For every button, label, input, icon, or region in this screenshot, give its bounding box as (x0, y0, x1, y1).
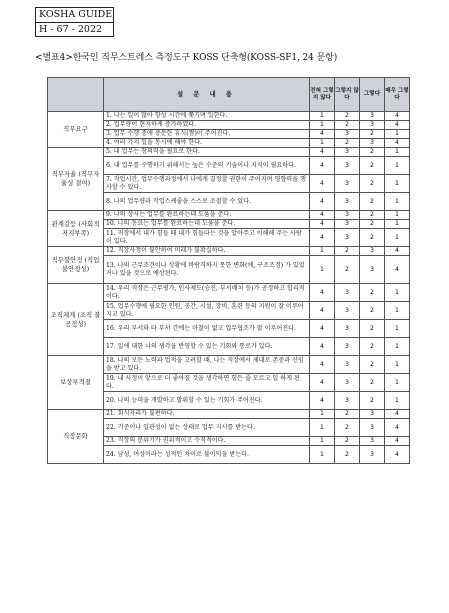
score-cell: 3 (360, 121, 385, 130)
item-text: 11. 직장에서 내가 힘들 때 내가 힘들다는 것을 알아주고 이해해 주는 사람이 있다. (104, 229, 310, 247)
score-cell: 3 (335, 302, 360, 320)
score-cell: 1 (385, 284, 410, 302)
item-text: 21. 회식자리가 불편하다. (104, 410, 310, 419)
score-cell: 4 (310, 338, 335, 356)
score-cell: 2 (360, 284, 385, 302)
score-cell: 4 (310, 284, 335, 302)
score-cell: 4 (310, 229, 335, 247)
item-text: 1. 나는 일이 많아 항상 시간에 쫓기며 일한다. (104, 112, 310, 121)
score-cell: 2 (360, 356, 385, 374)
score-cell: 2 (360, 211, 385, 220)
score-cell: 4 (310, 392, 335, 410)
table-row (48, 284, 410, 302)
score-cell: 1 (310, 446, 335, 464)
guide-code: H - 67 - 2022 (36, 22, 113, 36)
score-cell: 1 (310, 410, 335, 419)
score-cell: 3 (335, 148, 360, 157)
score-cell: 4 (310, 157, 335, 175)
score-cell: 2 (360, 338, 385, 356)
survey-body (48, 112, 410, 464)
score-cell: 1 (385, 157, 410, 175)
score-cell: 3 (360, 437, 385, 446)
item-text: 4. 여러 가지 일을 동시에 해야 한다. (104, 139, 310, 148)
score-cell: 4 (310, 220, 335, 229)
score-cell: 1 (385, 374, 410, 392)
option-header: 그렇다 (360, 78, 385, 112)
score-cell: 3 (335, 284, 360, 302)
item-text: 7. 작업시간, 업무수행과정에서 나에게 결정할 권한이 주어지며 영향력을 행사할 수 있다. (104, 175, 310, 193)
score-cell: 2 (360, 130, 385, 139)
score-cell: 3 (335, 175, 360, 193)
score-cell: 2 (335, 247, 360, 256)
item-text: 9. 나의 상사는 업무를 완료하는데 도움을 준다. (104, 211, 310, 220)
score-cell: 4 (310, 148, 335, 157)
score-cell: 4 (385, 419, 410, 437)
score-cell: 1 (385, 320, 410, 338)
item-text: 19. 내 사정이 앞으로 더 좋아질 것을 생각하면 힘든 줄 모르고 일 하게 된다. (104, 374, 310, 392)
score-cell: 3 (360, 139, 385, 148)
guide-title: KOSHA GUIDE (39, 9, 113, 20)
table-caption: <별표4>한국인 직무스트레스 측정도구 KOSS 단축형(KOSS-SF1, 24 문항) (35, 53, 338, 63)
item-text: 6. 내 업무를 수행하기 위해서는 높은 수준의 기술이나 지식이 필요하다. (104, 157, 310, 175)
score-cell: 2 (360, 148, 385, 157)
score-cell: 2 (360, 157, 385, 175)
score-cell: 3 (335, 130, 360, 139)
score-cell: 3 (335, 320, 360, 338)
score-cell: 3 (360, 419, 385, 437)
score-cell: 2 (335, 419, 360, 437)
score-cell: 1 (385, 356, 410, 374)
score-cell: 1 (310, 437, 335, 446)
category-cell: 직무불안정 (직업불안정성) (48, 247, 104, 284)
score-cell: 2 (335, 410, 360, 419)
score-cell: 4 (385, 112, 410, 121)
score-cell: 4 (310, 211, 335, 220)
score-cell: 1 (385, 302, 410, 320)
score-cell: 3 (335, 157, 360, 175)
score-cell: 1 (385, 130, 410, 139)
score-cell: 2 (335, 446, 360, 464)
score-cell: 1 (385, 193, 410, 211)
survey-table (47, 77, 410, 464)
item-text: 13. 나의 근무조건이나 상황에 바람직하지 못한 변화(예, 구조조정) 가 있었거나 있을 것으로 예상된다. (104, 256, 310, 284)
table-row (48, 211, 410, 220)
score-cell: 2 (335, 437, 360, 446)
score-cell: 4 (385, 256, 410, 284)
category-cell: 직무요구 (48, 112, 104, 148)
score-cell: 3 (335, 220, 360, 229)
item-text: 16. 우리 부서와 타 부서 간에는 마찰이 없고 업무협조가 잘 이루어진다. (104, 320, 310, 338)
score-cell: 3 (335, 374, 360, 392)
score-cell: 2 (360, 229, 385, 247)
item-text: 15. 업무수행에 필요한 인원, 공간, 시설, 장비, 훈련 등의 지원이 잘 이루어지고 있다. (104, 302, 310, 320)
score-cell: 3 (335, 338, 360, 356)
score-cell: 3 (360, 410, 385, 419)
score-cell: 4 (385, 121, 410, 130)
score-cell: 4 (310, 374, 335, 392)
score-cell: 1 (385, 211, 410, 220)
score-cell: 4 (385, 437, 410, 446)
score-cell: 1 (310, 419, 335, 437)
score-cell: 1 (310, 256, 335, 284)
option-header: 매우 그렇다 (385, 78, 410, 112)
table-row (48, 356, 410, 374)
score-cell: 1 (385, 220, 410, 229)
item-text: 22. 기준이나 일관성이 없는 상태로 업무 지시를 받는다. (104, 419, 310, 437)
score-cell: 3 (335, 193, 360, 211)
item-text: 18. 나의 모든 노력과 업적을 고려할 때, 나는 직장에서 제대로 존중과 신임을 받고 있다. (104, 356, 310, 374)
category-cell: 보상부적절 (48, 356, 104, 410)
table-header-row (48, 78, 410, 112)
item-text: 2. 업무량이 현저하게 증가하였다. (104, 121, 310, 130)
item-text: 17. 일에 대한 나의 생각을 반영할 수 있는 기회와 통로가 있다. (104, 338, 310, 356)
score-cell: 1 (310, 247, 335, 256)
score-cell: 2 (335, 256, 360, 284)
score-cell: 1 (385, 175, 410, 193)
score-cell: 3 (360, 446, 385, 464)
score-cell: 3 (335, 211, 360, 220)
item-text: 8. 나의 업무량과 작업스케줄을 스스로 조절할 수 있다. (104, 193, 310, 211)
category-cell: 조직체계 (조직 불공정성) (48, 284, 104, 356)
score-cell: 2 (360, 220, 385, 229)
item-text: 23. 직장의 분위기가 권위적이고 수직적이다. (104, 437, 310, 446)
item-text: 20. 나의 능력을 개발하고 발휘할 수 있는 기회가 주어진다. (104, 392, 310, 410)
option-header: 전혀 그렇지 않다 (310, 78, 335, 112)
score-cell: 1 (385, 148, 410, 157)
table-row (48, 148, 410, 157)
score-cell: 2 (335, 121, 360, 130)
score-cell: 2 (335, 139, 360, 148)
score-cell: 1 (310, 112, 335, 121)
item-header: 설 문 내 용 (104, 78, 310, 112)
score-cell: 4 (310, 130, 335, 139)
score-cell: 3 (335, 392, 360, 410)
score-cell: 4 (385, 247, 410, 256)
score-cell: 1 (385, 338, 410, 356)
score-cell: 4 (310, 193, 335, 211)
category-header (48, 78, 104, 112)
score-cell: 4 (310, 356, 335, 374)
score-cell: 4 (310, 320, 335, 338)
score-cell: 2 (360, 374, 385, 392)
item-text: 24. 남성, 여성이라는 성적인 차이로 불이익을 받는다. (104, 446, 310, 464)
score-cell: 2 (360, 175, 385, 193)
table-row (48, 112, 410, 121)
category-cell: 관계갈등 (사회적 지지부족) (48, 211, 104, 247)
score-cell: 2 (335, 112, 360, 121)
score-cell: 3 (360, 247, 385, 256)
score-cell: 4 (310, 175, 335, 193)
item-text: 12. 직장사정이 불안하여 미래가 불확실하다. (104, 247, 310, 256)
item-text: 10. 나의 동료는 업무를 완료하는데 도움을 준다. (104, 220, 310, 229)
score-cell: 3 (360, 256, 385, 284)
item-text: 3. 업무 수행 중에 충분한 휴식(짬)이 주어진다. (104, 130, 310, 139)
score-cell: 3 (335, 356, 360, 374)
category-cell: 직무자율 (직무자율성 결여) (48, 148, 104, 211)
score-cell: 1 (385, 229, 410, 247)
score-cell: 4 (385, 139, 410, 148)
guide-header-box (35, 7, 114, 37)
score-cell: 1 (385, 392, 410, 410)
score-cell: 2 (360, 392, 385, 410)
score-cell: 4 (385, 410, 410, 419)
score-cell: 1 (310, 121, 335, 130)
score-cell: 4 (385, 446, 410, 464)
item-text: 5. 내 업무는 창의력을 필요로 한다. (104, 148, 310, 157)
item-text: 14. 우리 직장은 근무평가, 인사제도(승진, 부서배치 등)가 공정하고 합리적이다. (104, 284, 310, 302)
score-cell: 4 (310, 302, 335, 320)
score-cell: 2 (360, 193, 385, 211)
score-cell: 3 (360, 112, 385, 121)
table-row (48, 247, 410, 256)
category-cell: 직장문화 (48, 410, 104, 464)
table-row (48, 410, 410, 419)
score-cell: 3 (335, 229, 360, 247)
option-header: 그렇지 않다 (335, 78, 360, 112)
score-cell: 2 (360, 320, 385, 338)
score-cell: 1 (310, 139, 335, 148)
score-cell: 2 (360, 302, 385, 320)
